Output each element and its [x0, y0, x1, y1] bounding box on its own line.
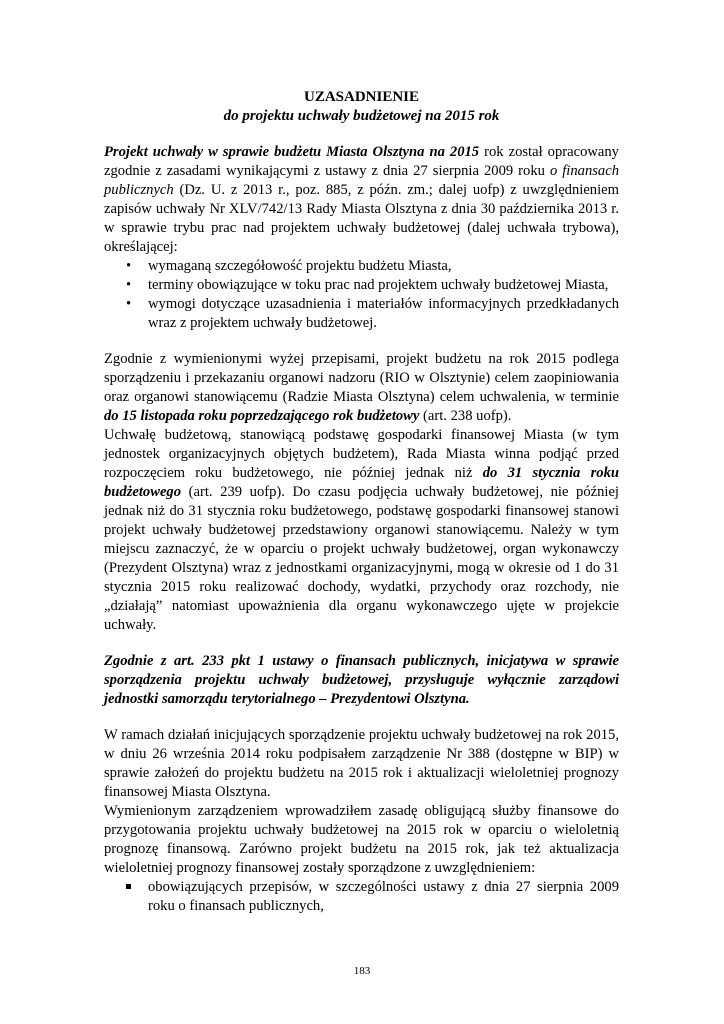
- paragraph-intro: [104, 143, 619, 257]
- bullet-list-requirements: [104, 257, 619, 333]
- intro-bold-lead: Projekt uchwały w sprawie budżetu Miasta Olsztyna na 2015: [104, 144, 480, 160]
- list-item: [104, 276, 619, 295]
- list-item: [104, 295, 619, 333]
- intro-text-2: (Dz. U. z 2013 r., poz. 885, z późn. zm.; dalej uofp) z uwzględnieniem zapisów uchwały Nr XLV/742/13 Rady Miasta Olsztyna z dnia 30 października 2013 r. w sprawie trybu prac nad projektem uchwały budżetowej (dalej uchwała trybowa), określającej:: [104, 182, 619, 255]
- document-page: [104, 88, 619, 916]
- list-item-text: terminy obowiązujące w toku prac nad projektem uchwały budżetowej Miasta,: [148, 277, 609, 293]
- document-subtitle: do projektu uchwały budżetowej na 2015 rok: [223, 108, 500, 124]
- paragraph-principle: Wymienionym zarządzeniem wprowadziłem zasadę obligującą służby finansowe do przygotowania projektu uchwały budżetowej na 2015 rok w oparciu o wieloletnią prognozę finansową. Zarówno projekt budżetu na 2015 rok, jak też aktualizacja wieloletniej prognozy finansowej zostały sporządzone z uwzględnieniem:: [104, 803, 619, 876]
- bullet-list-considerations: [104, 878, 619, 916]
- paragraph-initiative: Zgodnie z art. 233 pkt 1 ustawy o finansach publicznych, inicjatywa w sprawie sporządzenia projektu uchwały budżetowej, przysługuje wyłącznie zarządowi jednostki samorządu terytorialnego – Prezydentowi Olsztyna.: [104, 653, 619, 707]
- intro-italic-act: o finansach publicznych: [104, 163, 619, 198]
- document-title: UZASADNIENIE: [303, 89, 420, 105]
- deadlines-bold-date: do 15 listopada roku poprzedzającego rok budżetowy: [104, 408, 420, 424]
- bullet-icon: [126, 257, 131, 276]
- list-item-text: wymaganą szczegółowość projektu budżetu Miasta,: [148, 258, 452, 274]
- resolution-text-1: Uchwałę budżetową, stanowiącą podstawę gospodarki finansowej Miasta (w tym jednostek organizacyjnych objętych budżetem), Rada Miasta winna podjąć przed rozpoczęciem roku budżetowego, nie później jednak niż: [104, 427, 619, 481]
- list-item-text: obowiązujących przepisów, w szczególności ustawy z dnia 27 sierpnia 2009 roku o finansach publicznych,: [148, 879, 619, 914]
- resolution-text-2: (art. 239 uofp). Do czasu podjęcia uchwały budżetowej, nie później jednak niż do 31 stycznia roku budżetowego, podstawę gospodarki finansowej stanowi projekt uchwały budżetowej przedstawiony organowi stanowiącemu. Należy w tym miejscu zaznaczyć, że w oparciu o projekt uchwały budżetowej, organ wykonawczy (Prezydent Olsztyna) wraz z jednostkami organizacyjnymi, mogą w okresie od 1 do 31 stycznia 2015 roku realizować dochody, wydatki, przychody oraz rozchody, nie „działają” natomiast upoważnienia dla organu wykonawczego ujęte w projekcie uchwały.: [104, 484, 619, 633]
- square-bullet-icon: [126, 878, 131, 897]
- paragraph-deadlines: [104, 350, 619, 426]
- page-number: 183: [353, 965, 371, 977]
- intro-text-1: rok został opracowany zgodnie z zasadami wynikającymi z ustawy z dnia 27 sierpnia 2009 roku: [104, 144, 619, 179]
- deadlines-text-1: Zgodnie z wymienionymi wyżej przepisami, projekt budżetu na rok 2015 podlega sporządzeniu i przekazaniu organowi nadzoru (RIO w Olsztynie) celem zaopiniowania oraz organowi stanowiącemu (Radzie Miasta Olsztyna) celem uchwalenia, w terminie: [104, 351, 619, 405]
- list-item-text: wymogi dotyczące uzasadnienia i materiałów informacyjnych przedkładanych wraz z projektem uchwały budżetowej.: [148, 296, 619, 331]
- list-item: [104, 878, 619, 916]
- paragraph-budget-resolution: [104, 426, 619, 635]
- deadlines-text-2: (art. 238 uofp).: [419, 408, 512, 424]
- bullet-icon: [126, 276, 131, 295]
- paragraph-order: W ramach działań inicjujących sporządzenie projektu uchwały budżetowej na rok 2015, w dniu 26 września 2014 roku podpisałem zarządzenie Nr 388 (dostępne w BIP) w sprawie założeń do projektu budżetu na 2015 rok i aktualizacji wieloletniej prognozy finansowej Miasta Olsztyna.: [104, 727, 619, 800]
- bullet-icon: [126, 295, 131, 314]
- resolution-bold-date: do 31 stycznia roku budżetowego: [104, 465, 620, 500]
- list-item: [104, 257, 619, 276]
